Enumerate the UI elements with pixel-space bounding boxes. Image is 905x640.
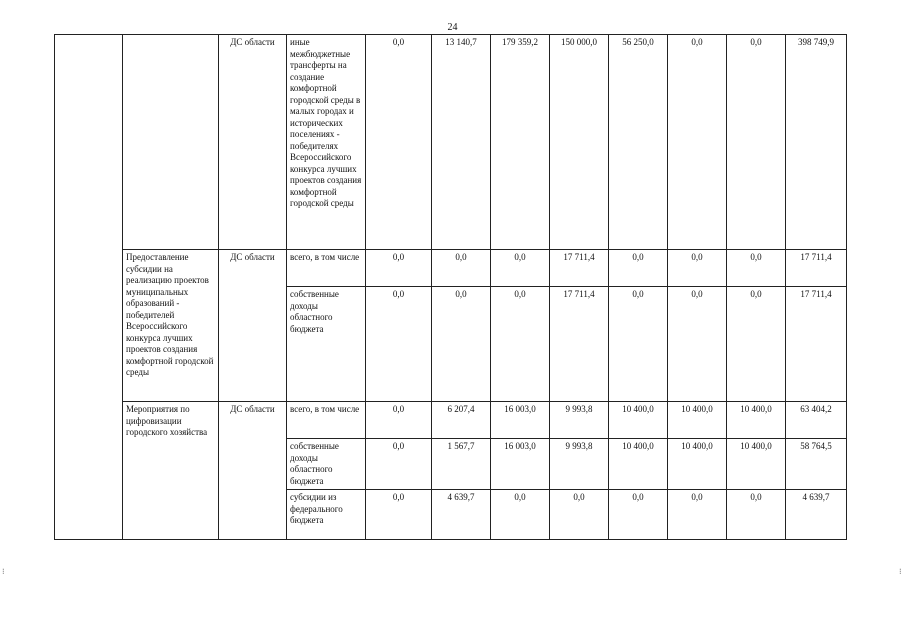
value-cell: 9 993,8 (550, 402, 609, 439)
value-cell: 6 207,4 (432, 402, 491, 439)
blank-cell (55, 35, 123, 540)
total-cell: 398 749,9 (786, 35, 847, 250)
value-cell: 9 993,8 (550, 439, 609, 490)
value-cell: 10 400,0 (609, 402, 668, 439)
value-cell: 10 400,0 (609, 439, 668, 490)
value-cell: 10 400,0 (668, 439, 727, 490)
table-row (55, 402, 847, 439)
funding-source-cell: ДС области (219, 402, 287, 540)
funding-type-cell: всего, в том числе (287, 250, 366, 287)
value-cell: 0,0 (432, 250, 491, 287)
value-cell: 17 711,4 (550, 287, 609, 402)
table-row (55, 35, 847, 250)
value-cell: 10 400,0 (727, 402, 786, 439)
program-cell (123, 35, 219, 250)
funding-type-cell: собственные доходы областного бюджета (287, 287, 366, 402)
value-cell: 16 003,0 (491, 402, 550, 439)
table-row (55, 250, 847, 287)
value-cell: 179 359,2 (491, 35, 550, 250)
total-cell: 58 764,5 (786, 439, 847, 490)
value-cell: 0,0 (609, 287, 668, 402)
funding-type-cell: всего, в том числе (287, 402, 366, 439)
value-cell: 0,0 (491, 287, 550, 402)
value-cell: 0,0 (491, 490, 550, 540)
value-cell: 56 250,0 (609, 35, 668, 250)
value-cell: 0,0 (727, 287, 786, 402)
value-cell: 10 400,0 (668, 402, 727, 439)
value-cell: 150 000,0 (550, 35, 609, 250)
value-cell: 0,0 (727, 35, 786, 250)
value-cell: 0,0 (366, 490, 432, 540)
total-cell: 17 711,4 (786, 250, 847, 287)
value-cell: 1 567,7 (432, 439, 491, 490)
value-cell: 10 400,0 (727, 439, 786, 490)
funding-source-cell: ДС области (219, 250, 287, 402)
value-cell: 17 711,4 (550, 250, 609, 287)
program-cell: Мероприятия по цифровизации городского хозяйства (123, 402, 219, 540)
value-cell: 0,0 (668, 287, 727, 402)
value-cell: 0,0 (366, 250, 432, 287)
program-cell: Предоставление субсидии на реализацию проектов муниципальных образований - победителей Всероссийского конкурса лучших проектов создания комфортной городской среды (123, 250, 219, 402)
value-cell: 0,0 (609, 490, 668, 540)
scan-margin-mark-right: ⁝ (899, 567, 902, 576)
funding-type-cell: субсидии из федерального бюджета (287, 490, 366, 540)
funding-source-cell: ДС области (219, 35, 287, 250)
value-cell: 0,0 (366, 35, 432, 250)
value-cell: 0,0 (550, 490, 609, 540)
value-cell: 0,0 (668, 35, 727, 250)
budget-table (54, 34, 847, 540)
page-number: 24 (447, 22, 458, 33)
value-cell: 0,0 (366, 439, 432, 490)
funding-type-cell: иные межбюджетные трансферты на создание комфортной городской среды в малых городах и исторических поселениях - победителях Всероссийского конкурса лучших проектов создания комфортной городской среды (287, 35, 366, 250)
scan-margin-mark-left: ⁝ (2, 567, 5, 576)
total-cell: 63 404,2 (786, 402, 847, 439)
funding-type-cell: собственные доходы областного бюджета (287, 439, 366, 490)
value-cell: 16 003,0 (491, 439, 550, 490)
total-cell: 4 639,7 (786, 490, 847, 540)
value-cell: 4 639,7 (432, 490, 491, 540)
value-cell: 0,0 (609, 250, 668, 287)
total-cell: 17 711,4 (786, 287, 847, 402)
value-cell: 0,0 (727, 250, 786, 287)
value-cell: 0,0 (727, 490, 786, 540)
value-cell: 0,0 (668, 250, 727, 287)
value-cell: 13 140,7 (432, 35, 491, 250)
value-cell: 0,0 (432, 287, 491, 402)
value-cell: 0,0 (491, 250, 550, 287)
value-cell: 0,0 (366, 402, 432, 439)
value-cell: 0,0 (668, 490, 727, 540)
value-cell: 0,0 (366, 287, 432, 402)
